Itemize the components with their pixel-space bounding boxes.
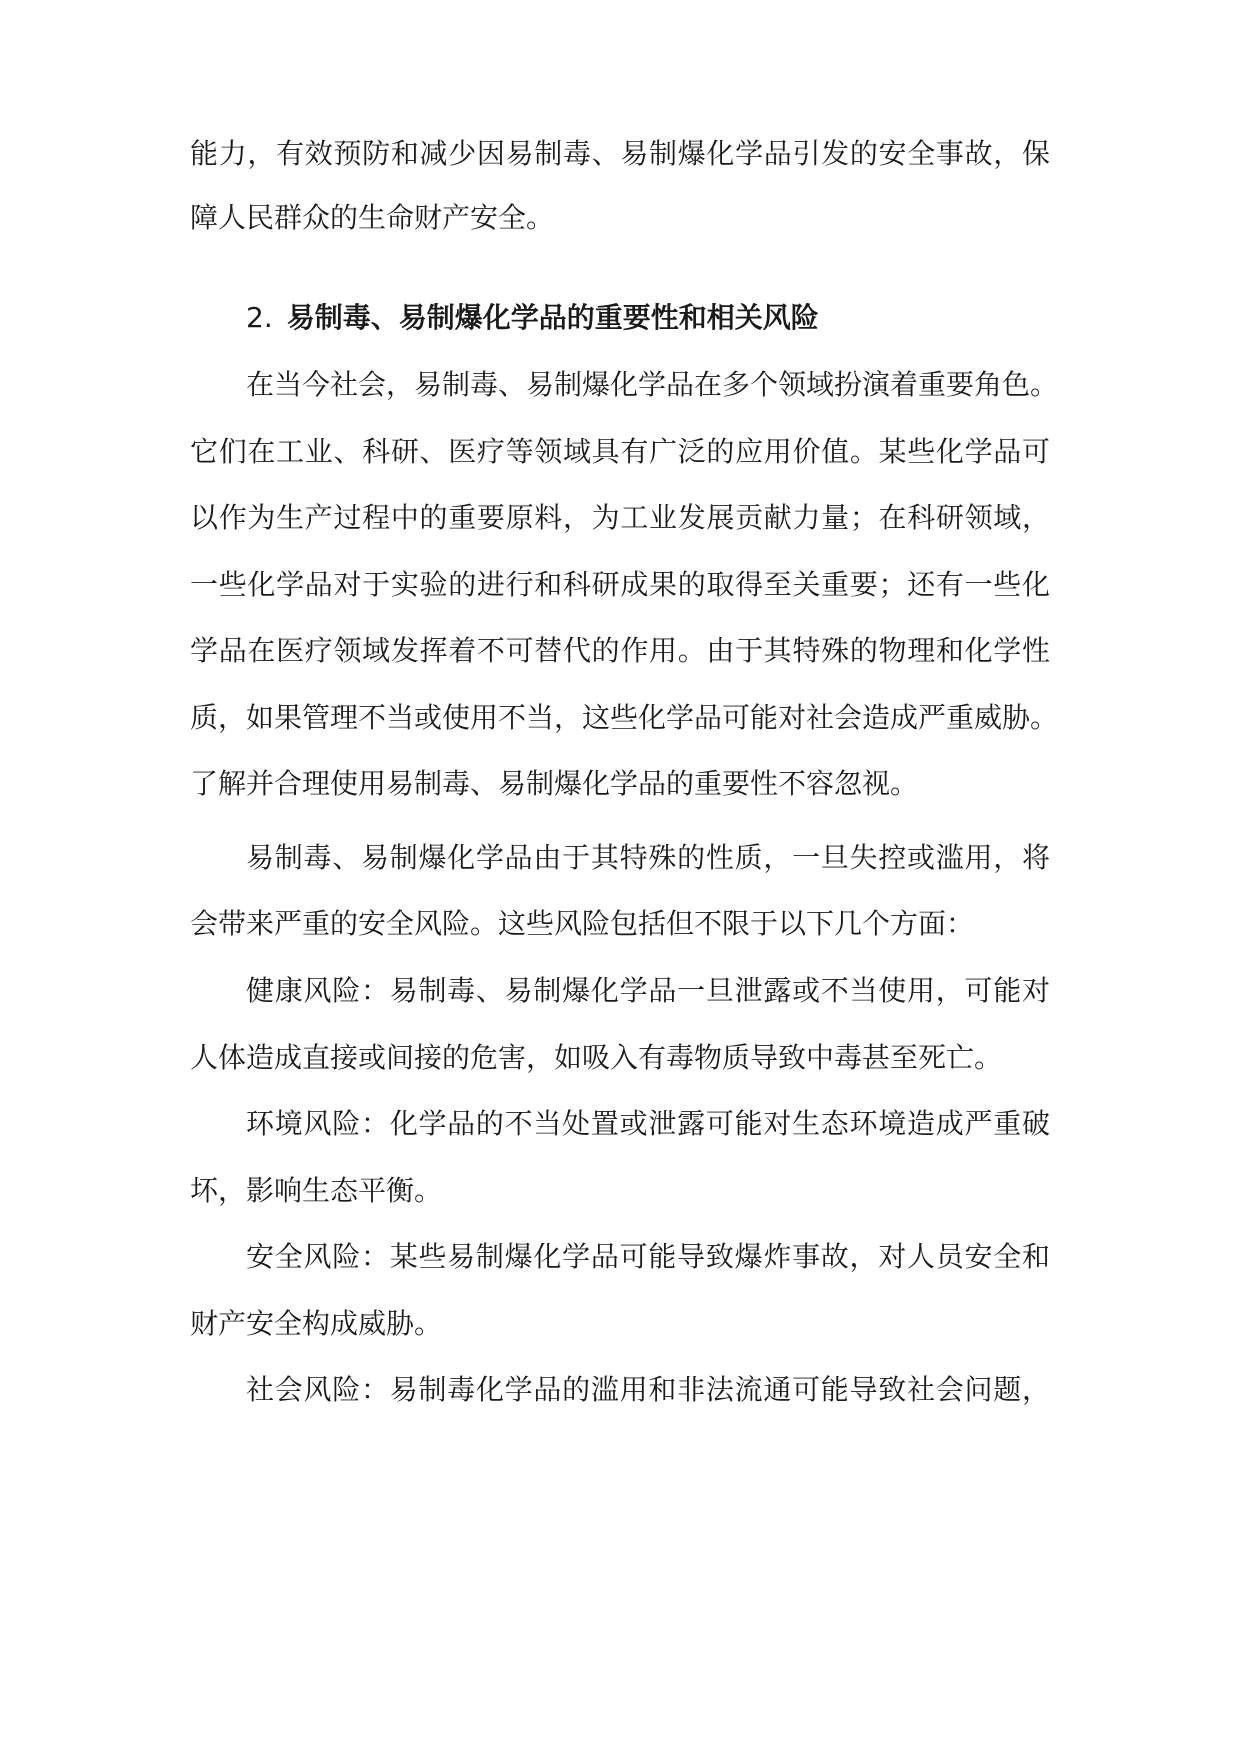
p1-line-6: 质，如果管理不当或使用不当，这些化学品可能对社会造成严重威胁。 (190, 701, 1059, 734)
intro-line-2: 障人民群众的生命财产安全。 (190, 201, 555, 234)
p1-line-3: 以作为生产过程中的重要原料，为工业发展贡献力量；在科研领域， (190, 501, 1050, 534)
section-number: 2. (246, 301, 273, 334)
p1-line-4: 一些化学品对于实验的进行和科研成果的取得至关重要；还有一些化 (190, 568, 1050, 601)
section-title: 易制毒、易制爆化学品的重要性和相关风险 (286, 301, 819, 334)
p3-line-2: 人体造成直接或间接的危害，如吸入有毒物质导致中毒甚至死亡。 (190, 1041, 1003, 1074)
p4-line-1: 环境风险：化学品的不当处置或泄露可能对生态环境造成严重破 (246, 1107, 1050, 1140)
p2-line-1: 易制毒、易制爆化学品由于其特殊的性质，一旦失控或滥用，将 (246, 841, 1050, 874)
p6-line-1: 社会风险：易制毒化学品的滥用和非法流通可能导致社会问题， (246, 1373, 1050, 1406)
p4-line-2: 坏，影响生态平衡。 (190, 1174, 443, 1207)
p1-line-5: 学品在医疗领域发挥着不可替代的作用。由于其特殊的物理和化学性 (190, 634, 1050, 667)
p2-line-2: 会带来严重的安全风险。这些风险包括但不限于以下几个方面： (190, 907, 975, 940)
p5-line-2: 财产安全构成威胁。 (190, 1307, 443, 1340)
p1-line-1: 在当今社会，易制毒、易制爆化学品在多个领域扮演着重要角色。 (246, 368, 1059, 401)
intro-line-1: 能力，有效预防和减少因易制毒、易制爆化学品引发的安全事故，保 (190, 137, 1050, 170)
p3-line-1: 健康风险：易制毒、易制爆化学品一旦泄露或不当使用，可能对 (246, 974, 1050, 1007)
p1-line-7: 了解并合理使用易制毒、易制爆化学品的重要性不容忽视。 (190, 767, 919, 800)
section-heading (246, 300, 819, 336)
p5-line-1: 安全风险：某些易制爆化学品可能导致爆炸事故，对人员安全和 (246, 1240, 1050, 1273)
p1-line-2: 它们在工业、科研、医疗等领域具有广泛的应用价值。某些化学品可 (190, 435, 1050, 468)
